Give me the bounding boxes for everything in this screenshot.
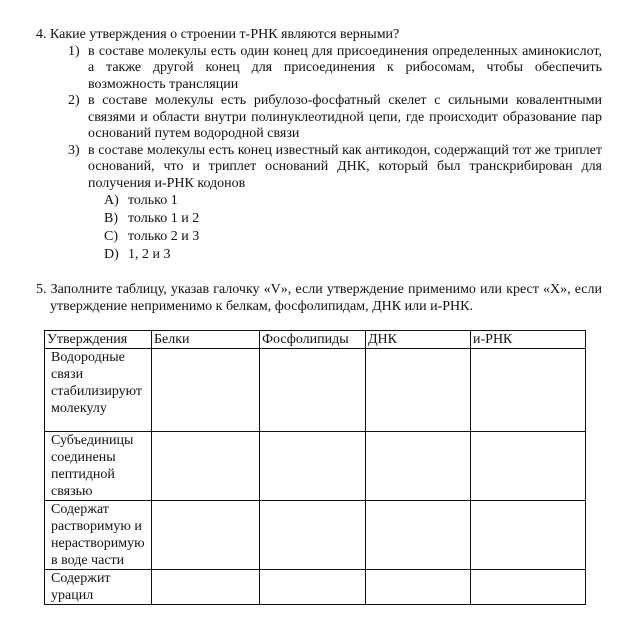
header-cell: Белки: [152, 331, 260, 349]
header-cell: ДНК: [366, 331, 471, 349]
answer-options: [104, 192, 602, 264]
answer-cell[interactable]: [366, 432, 471, 501]
header-cell: Утверждения: [45, 331, 152, 349]
statement-number: 1): [68, 43, 80, 59]
answer-cell[interactable]: [260, 570, 366, 605]
statement-number: 2): [68, 93, 80, 108]
answer-cell[interactable]: [471, 570, 586, 605]
statement-3: [68, 143, 602, 193]
question-5-title: 5. Заполните таблицу, указав галочку «V», если утверждение применимо или крест «X», если утверждение неприменимо к белкам, фосфолипидам, ДНК или и-РНК.: [36, 282, 602, 314]
option-letter: C): [104, 229, 118, 244]
answer-cell[interactable]: [366, 349, 471, 432]
row-label: Водородные связи стабилизируют молекулу: [45, 349, 152, 432]
row-label: Содержит урацил: [45, 570, 152, 605]
option-d: [104, 246, 602, 264]
answer-cell[interactable]: [152, 570, 260, 605]
answer-cell[interactable]: [260, 501, 366, 570]
statement-text: в составе молекулы есть конец известный как антикодон, содержащий тот же триплет оснований, что и триплет оснований ДНК, который был транскрибирован для получения и-РНК кодонов: [88, 142, 602, 191]
header-cell: и-РНК: [471, 331, 586, 349]
answer-table: [44, 330, 586, 605]
table-row: [45, 501, 586, 570]
statement-text: в составе молекулы есть рибулозо-фосфатный скелет с сильными ковалентными связями и области внутри полинуклеотидной цепи, где происходит образование пар оснований путем водородной связи: [88, 93, 602, 141]
option-letter: D): [104, 247, 119, 262]
statement-number: 3): [68, 142, 80, 158]
row-label: Субъединицы соединены пептидной связью: [45, 432, 152, 501]
option-b: [104, 210, 602, 228]
answer-cell[interactable]: [471, 501, 586, 570]
answer-cell[interactable]: [260, 349, 366, 432]
table-row: [45, 570, 586, 605]
option-text: только 2 и 3: [128, 229, 200, 244]
answer-cell[interactable]: [260, 432, 366, 501]
question-5: [36, 282, 602, 315]
table-row: [45, 349, 586, 432]
option-text: только 1 и 2: [128, 211, 200, 226]
option-text: только 1: [128, 193, 178, 208]
answer-cell[interactable]: [366, 501, 471, 570]
statement-1: [68, 44, 602, 94]
option-a: [104, 192, 602, 210]
answer-cell[interactable]: [471, 432, 586, 501]
statement-2: [68, 93, 602, 143]
option-letter: A): [104, 193, 119, 208]
answer-cell[interactable]: [471, 349, 586, 432]
question-4-title: 4. Какие утверждения о строении т-РНК являются верными?: [36, 27, 400, 42]
row-label: Содержат растворимую и нерастворимую в воде части: [45, 501, 152, 570]
option-text: 1, 2 и 3: [128, 247, 171, 262]
answer-cell[interactable]: [152, 432, 260, 501]
question-4: [36, 27, 602, 264]
table-row: [45, 432, 586, 501]
option-letter: B): [104, 211, 118, 226]
statement-text: в составе молекулы есть один конец для присоединения определенных аминокислот, а также другой конец для присоединения к рибосомам, чтобы обеспечить возможность трансляции: [88, 43, 602, 92]
answer-cell[interactable]: [152, 349, 260, 432]
header-cell: Фосфолипиды: [260, 331, 366, 349]
answer-cell[interactable]: [152, 501, 260, 570]
answer-cell[interactable]: [366, 570, 471, 605]
table-header: [45, 331, 586, 349]
option-c: [104, 228, 602, 246]
